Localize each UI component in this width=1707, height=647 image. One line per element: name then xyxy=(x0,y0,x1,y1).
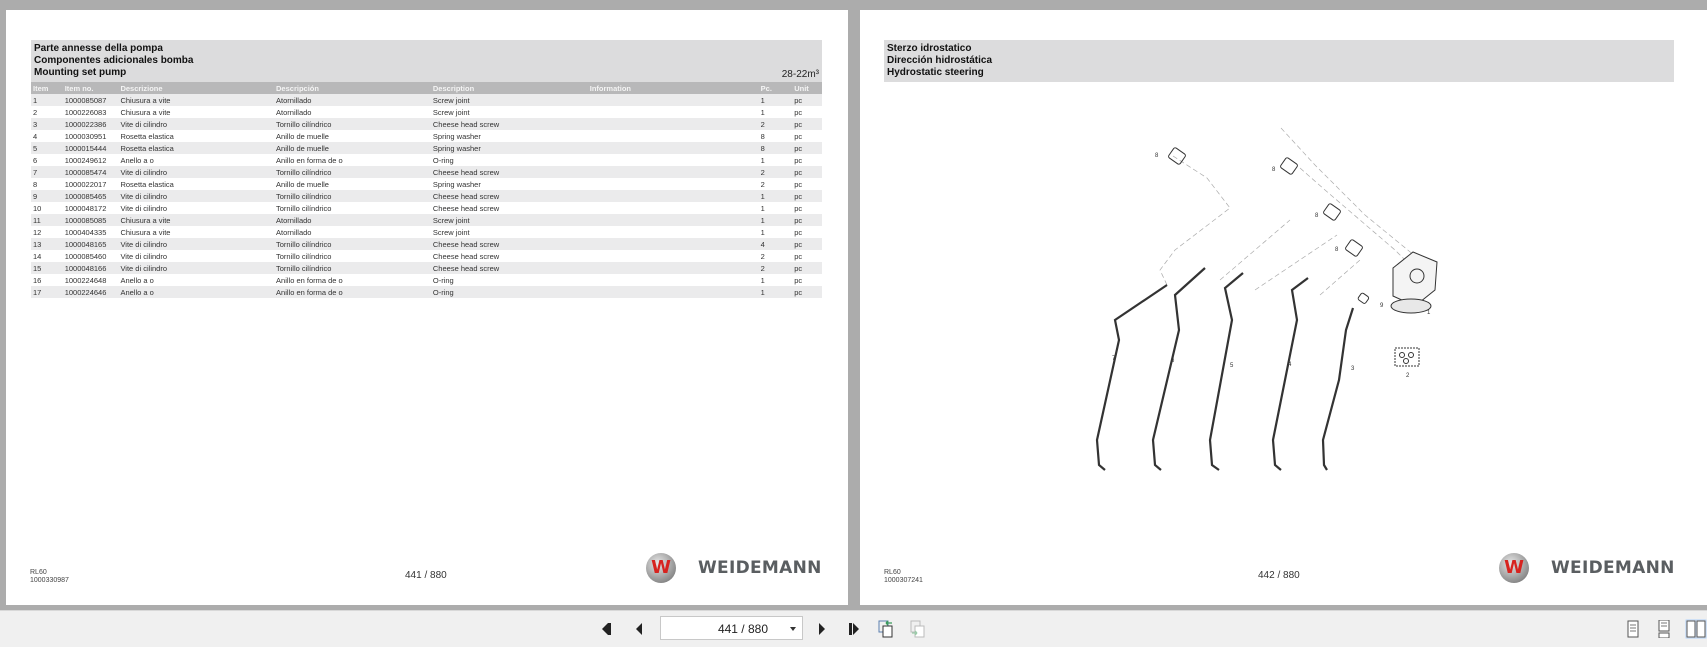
cell-information xyxy=(588,178,759,190)
cell-descrizione: Chiusura a vite xyxy=(118,226,274,238)
cell-descrizione: Anello a o xyxy=(118,154,274,166)
cell-item: 8 xyxy=(31,178,63,190)
cell-item-no: 1000015444 xyxy=(63,142,119,154)
cell-descrizione: Vite di cilindro xyxy=(118,202,274,214)
cell-information xyxy=(588,214,759,226)
cell-pc: 1 xyxy=(759,286,793,298)
cell-item-no: 1000085465 xyxy=(63,190,119,202)
cell-description: Cheese head screw xyxy=(431,238,588,250)
footer-model: RL60 xyxy=(30,569,47,576)
continuous-view-button[interactable] xyxy=(1654,619,1674,639)
cell-information xyxy=(588,94,759,106)
cell-description: Cheese head screw xyxy=(431,118,588,130)
table-row xyxy=(31,106,822,118)
first-page-button[interactable] xyxy=(598,619,618,639)
cell-unit: pc xyxy=(792,154,822,166)
cell-description: Screw joint xyxy=(431,106,588,118)
page-number-dropdown[interactable] xyxy=(660,616,803,640)
cell-pc: 2 xyxy=(759,262,793,274)
cell-descripcion: Anillo de muelle xyxy=(274,178,431,190)
cell-item: 17 xyxy=(31,286,63,298)
cell-information xyxy=(588,202,759,214)
cell-descripcion: Tornillo cilíndrico xyxy=(274,262,431,274)
col-item-no: Item no. xyxy=(63,82,119,94)
cell-information xyxy=(588,226,759,238)
svg-text:2: 2 xyxy=(1406,373,1410,379)
document-page-442 xyxy=(860,10,1707,605)
hydraulic-pipes-icon xyxy=(1097,268,1353,470)
cell-pc: 2 xyxy=(759,118,793,130)
diagram-labels xyxy=(1112,153,1431,379)
cell-descrizione: Rosetta elastica xyxy=(118,142,274,154)
section-header xyxy=(884,40,1674,82)
assembly-lines-icon xyxy=(1160,128,1420,295)
cell-information xyxy=(588,190,759,202)
cell-unit: pc xyxy=(792,106,822,118)
cell-unit: pc xyxy=(792,238,822,250)
table-row xyxy=(31,274,822,286)
cell-item-no: 1000022386 xyxy=(63,118,119,130)
cell-description: Cheese head screw xyxy=(431,190,588,202)
title-italian: Parte annesse della pompa xyxy=(34,43,163,54)
cell-descrizione: Vite di cilindro xyxy=(118,118,274,130)
cell-description: Screw joint xyxy=(431,94,588,106)
table-row xyxy=(31,286,822,298)
cell-descripcion: Anillo de muelle xyxy=(274,142,431,154)
table-row xyxy=(31,130,822,142)
two-page-icon xyxy=(1686,620,1706,638)
cell-description: Spring washer xyxy=(431,142,588,154)
table-header-row xyxy=(31,82,822,94)
table-row xyxy=(31,178,822,190)
cell-item-no: 1000224648 xyxy=(63,274,119,286)
two-page-view-button[interactable] xyxy=(1685,619,1707,639)
cell-item: 16 xyxy=(31,274,63,286)
exploded-parts-diagram xyxy=(1075,120,1495,520)
title-english: Mounting set pump xyxy=(34,67,127,78)
cell-description: Cheese head screw xyxy=(431,202,588,214)
cell-item-no: 1000048172 xyxy=(63,202,119,214)
single-page-icon xyxy=(1626,620,1640,638)
cell-unit: pc xyxy=(792,250,822,262)
cell-descripcion: Anillo en forma de o xyxy=(274,154,431,166)
cell-item: 6 xyxy=(31,154,63,166)
cell-item-no: 1000085474 xyxy=(63,166,119,178)
cell-unit: pc xyxy=(792,202,822,214)
chevron-right-icon xyxy=(814,621,830,637)
table-row xyxy=(31,190,822,202)
cell-item-no: 1000085087 xyxy=(63,94,119,106)
cell-descripcion: Tornillo cilíndrico xyxy=(274,238,431,250)
title-spanish: Componentes adicionales bomba xyxy=(34,55,194,66)
cell-item: 10 xyxy=(31,202,63,214)
brand-name: WEIDEMANN xyxy=(698,558,822,578)
cell-description: Cheese head screw xyxy=(431,262,588,274)
cell-description: Screw joint xyxy=(431,226,588,238)
cell-item-no: 1000048166 xyxy=(63,262,119,274)
next-page-button[interactable] xyxy=(812,619,832,639)
table-row xyxy=(31,94,822,106)
cell-item: 14 xyxy=(31,250,63,262)
table-row xyxy=(31,118,822,130)
table-row xyxy=(31,202,822,214)
cell-pc: 1 xyxy=(759,106,793,118)
cell-information xyxy=(588,262,759,274)
cell-descripcion: Tornillo cilíndrico xyxy=(274,250,431,262)
cell-descrizione: Chiusura a vite xyxy=(118,214,274,226)
cell-item-no: 1000030951 xyxy=(63,130,119,142)
cell-descripcion: Atornillado xyxy=(274,226,431,238)
cell-pc: 1 xyxy=(759,154,793,166)
cell-pc: 1 xyxy=(759,214,793,226)
col-pc: Pc. xyxy=(759,82,793,94)
cell-descrizione: Rosetta elastica xyxy=(118,178,274,190)
cell-descrizione: Vite di cilindro xyxy=(118,190,274,202)
cell-pc: 2 xyxy=(759,250,793,262)
cell-descrizione: Chiusura a vite xyxy=(118,94,274,106)
cell-descripcion: Anillo de muelle xyxy=(274,130,431,142)
svg-text:8: 8 xyxy=(1335,247,1339,253)
cell-item-no: 1000404335 xyxy=(63,226,119,238)
document-page-441 xyxy=(6,10,848,605)
cell-descrizione: Anello a o xyxy=(118,274,274,286)
go-back-button[interactable] xyxy=(876,619,896,639)
cell-descripcion: Anillo en forma de o xyxy=(274,286,431,298)
single-page-view-button[interactable] xyxy=(1623,619,1643,639)
cell-item: 2 xyxy=(31,106,63,118)
cell-pc: 4 xyxy=(759,238,793,250)
model-range: 28-22m³ xyxy=(781,69,819,80)
cell-item-no: 1000022017 xyxy=(63,178,119,190)
chevron-down-icon xyxy=(790,627,796,631)
cell-description: Screw joint xyxy=(431,214,588,226)
cell-item: 3 xyxy=(31,118,63,130)
cell-pc: 8 xyxy=(759,130,793,142)
title-italian: Sterzo idrostatico xyxy=(887,43,972,54)
cell-descrizione: Vite di cilindro xyxy=(118,166,274,178)
go-forward-icon xyxy=(908,619,928,639)
cell-descripcion: Atornillado xyxy=(274,214,431,226)
cell-descripcion: Tornillo cilíndrico xyxy=(274,118,431,130)
cell-unit: pc xyxy=(792,214,822,226)
table-row xyxy=(31,214,822,226)
cell-item: 12 xyxy=(31,226,63,238)
cell-item-no: 1000226083 xyxy=(63,106,119,118)
cell-descripcion: Tornillo cilíndrico xyxy=(274,166,431,178)
cell-description: Cheese head screw xyxy=(431,250,588,262)
col-information: Information xyxy=(588,82,759,94)
cell-item: 15 xyxy=(31,262,63,274)
cell-descrizione: Vite di cilindro xyxy=(118,262,274,274)
title-english: Hydrostatic steering xyxy=(887,67,984,78)
svg-text:6: 6 xyxy=(1171,358,1175,364)
cell-description: O-ring xyxy=(431,274,588,286)
cell-unit: pc xyxy=(792,142,822,154)
svg-text:1: 1 xyxy=(1427,310,1431,316)
footer-doc-number: 1000307241 xyxy=(884,577,923,584)
table-row xyxy=(31,238,822,250)
cell-pc: 1 xyxy=(759,202,793,214)
cell-descripcion: Tornillo cilíndrico xyxy=(274,202,431,214)
col-item: Item xyxy=(31,82,63,94)
cell-descrizione: Chiusura a vite xyxy=(118,106,274,118)
section-header xyxy=(31,40,822,82)
cell-descrizione: Anello a o xyxy=(118,286,274,298)
col-unit: Unit xyxy=(792,82,822,94)
cell-description: Spring washer xyxy=(431,178,588,190)
cell-item: 11 xyxy=(31,214,63,226)
cell-item: 4 xyxy=(31,130,63,142)
cell-descripcion: Tornillo cilíndrico xyxy=(274,190,431,202)
first-page-icon xyxy=(600,621,616,637)
cell-unit: pc xyxy=(792,178,822,190)
cell-unit: pc xyxy=(792,130,822,142)
table-row xyxy=(31,154,822,166)
table-row xyxy=(31,142,822,154)
cell-pc: 2 xyxy=(759,166,793,178)
chevron-left-icon xyxy=(632,621,648,637)
cell-descripcion: Anillo en forma de o xyxy=(274,274,431,286)
cell-information xyxy=(588,286,759,298)
cell-unit: pc xyxy=(792,190,822,202)
cell-information xyxy=(588,142,759,154)
cell-information xyxy=(588,118,759,130)
cell-item-no: 1000224646 xyxy=(63,286,119,298)
continuous-pages-icon xyxy=(1657,620,1671,638)
brand-name: WEIDEMANN xyxy=(1551,558,1675,578)
cell-item: 7 xyxy=(31,166,63,178)
go-forward-button[interactable] xyxy=(908,619,928,639)
cell-descripcion: Atornillado xyxy=(274,94,431,106)
cell-descrizione: Vite di cilindro xyxy=(118,250,274,262)
footer-page-number: 442 / 880 xyxy=(1258,570,1300,581)
cell-item: 9 xyxy=(31,190,63,202)
cell-pc: 2 xyxy=(759,178,793,190)
cell-item: 13 xyxy=(31,238,63,250)
table-row xyxy=(31,166,822,178)
cell-information xyxy=(588,274,759,286)
cell-item: 5 xyxy=(31,142,63,154)
cell-description: O-ring xyxy=(431,286,588,298)
footer-meta xyxy=(30,569,69,585)
title-spanish: Dirección hidrostática xyxy=(887,55,993,66)
table-row xyxy=(31,262,822,274)
cell-unit: pc xyxy=(792,274,822,286)
steering-unit-icon xyxy=(1391,252,1437,313)
logo-emblem-icon: W xyxy=(646,553,676,583)
weidemann-logo xyxy=(646,553,822,583)
svg-text:8: 8 xyxy=(1155,153,1159,159)
last-page-button[interactable] xyxy=(843,619,863,639)
previous-page-button[interactable] xyxy=(630,619,650,639)
cell-unit: pc xyxy=(792,94,822,106)
col-description: Description xyxy=(431,82,588,94)
cell-descrizione: Rosetta elastica xyxy=(118,130,274,142)
cell-item-no: 1000085085 xyxy=(63,214,119,226)
cell-information xyxy=(588,166,759,178)
current-page-value: 441 / 880 xyxy=(717,622,768,636)
cell-description: Spring washer xyxy=(431,130,588,142)
cell-unit: pc xyxy=(792,166,822,178)
cell-pc: 1 xyxy=(759,274,793,286)
cell-unit: pc xyxy=(792,226,822,238)
footer-model: RL60 xyxy=(884,569,901,576)
logo-emblem-icon: W xyxy=(1499,553,1529,583)
cell-pc: 8 xyxy=(759,142,793,154)
svg-text:4: 4 xyxy=(1288,362,1292,368)
svg-text:8: 8 xyxy=(1315,213,1319,219)
footer-meta xyxy=(884,569,923,585)
cell-descrizione: Vite di cilindro xyxy=(118,238,274,250)
cell-description: O-ring xyxy=(431,154,588,166)
cell-information xyxy=(588,130,759,142)
cell-pc: 1 xyxy=(759,190,793,202)
footer-page-number: 441 / 880 xyxy=(405,570,447,581)
cell-description: Cheese head screw xyxy=(431,166,588,178)
col-descripcion: Descripción xyxy=(274,82,431,94)
cell-descripcion: Atornillado xyxy=(274,106,431,118)
cell-information xyxy=(588,250,759,262)
cell-unit: pc xyxy=(792,286,822,298)
cell-pc: 1 xyxy=(759,226,793,238)
col-descrizione: Descrizione xyxy=(118,82,274,94)
cell-item-no: 1000085460 xyxy=(63,250,119,262)
cell-information xyxy=(588,154,759,166)
cell-information xyxy=(588,238,759,250)
cell-information xyxy=(588,106,759,118)
cell-item-no: 1000249612 xyxy=(63,154,119,166)
parts-table xyxy=(31,82,822,298)
svg-text:5: 5 xyxy=(1230,363,1234,369)
go-back-icon xyxy=(876,619,896,639)
cell-unit: pc xyxy=(792,118,822,130)
seal-kit-icon xyxy=(1395,348,1419,366)
footer-doc-number: 1000330987 xyxy=(30,577,69,584)
weidemann-logo xyxy=(1499,553,1675,583)
cell-item: 1 xyxy=(31,94,63,106)
svg-text:7: 7 xyxy=(1112,356,1116,362)
svg-text:9: 9 xyxy=(1380,303,1384,309)
last-page-icon xyxy=(845,621,861,637)
svg-text:3: 3 xyxy=(1351,366,1355,372)
viewer-toolbar xyxy=(0,610,1707,647)
cell-pc: 1 xyxy=(759,94,793,106)
cell-unit: pc xyxy=(792,262,822,274)
table-row xyxy=(31,250,822,262)
svg-text:8: 8 xyxy=(1272,167,1276,173)
table-row xyxy=(31,226,822,238)
cell-item-no: 1000048165 xyxy=(63,238,119,250)
